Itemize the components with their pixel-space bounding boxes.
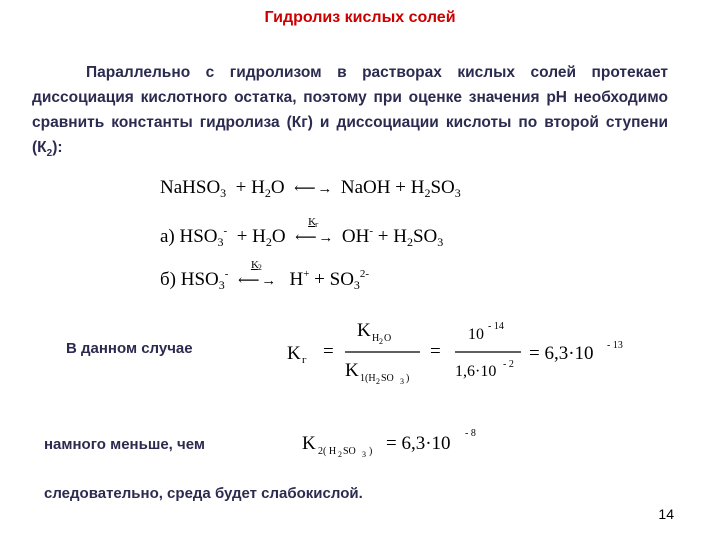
svg-text:10: 10 — [468, 326, 484, 343]
svg-text:- 14: - 14 — [488, 321, 504, 332]
svg-text:K: K — [287, 343, 301, 364]
equation-dissociation-step-b: б) $HSO_3^-$ $K_2$ ⟵ → $H^+ + SO_3^{2-}$ — [160, 259, 370, 292]
svg-text:3: 3 — [400, 377, 404, 386]
svg-text:): ) — [369, 446, 373, 457]
slide-title: Гидролиз кислых солей — [264, 9, 456, 26]
svg-text:SO: SO — [343, 446, 356, 457]
svg-text:- 13: - 13 — [607, 340, 623, 351]
svg-text:O: O — [384, 333, 392, 344]
svg-text:H: H — [372, 333, 380, 344]
equilibrium-arrow: ⟵ → — [294, 181, 332, 197]
svg-text:2: 2 — [379, 337, 383, 346]
svg-text:2: 2 — [338, 450, 342, 459]
dissociation-arrow: $K_2$ ⟵ → — [237, 259, 276, 289]
svg-text:г: г — [302, 354, 307, 366]
svg-text:= 6,3·10: = 6,3·10 — [529, 343, 594, 364]
svg-text:2: 2 — [376, 377, 380, 386]
intro-paragraph: Параллельно с гидролизом в растворах кислых солей протекает диссоциация кислотного остатка, поэтому при оценке значения рН необходимо сравнить константы гидролиза (Кг) и диссоциации кислоты по второй ступени $(К_2)$: — [32, 64, 668, 160]
svg-text:SO: SO — [381, 373, 394, 384]
equation-hydrolysis-step-a: а) $HSO_3^- + H_2O$ $K_г$ ⟵ → $OH^- + H_2SO_3$ — [160, 216, 444, 249]
svg-text:= 6,3·10: = 6,3·10 — [386, 433, 451, 454]
hydrolysis-arrow: $K_г$ ⟵ → — [295, 216, 333, 246]
svg-text:- 8: - 8 — [465, 428, 476, 439]
svg-text:K: K — [345, 360, 359, 381]
svg-text:1(H: 1(H — [360, 373, 376, 384]
svg-text:3: 3 — [362, 450, 366, 459]
page-number: 14 — [658, 506, 674, 522]
svg-text:- 2: - 2 — [503, 359, 514, 370]
case-label: В данном случае — [66, 340, 193, 357]
svg-text:=: = — [430, 341, 441, 362]
svg-text:): ) — [406, 373, 410, 384]
svg-text:1,6·10: 1,6·10 — [455, 363, 497, 380]
svg-text:=: = — [323, 341, 334, 362]
svg-text:K: K — [357, 320, 371, 341]
much-less-label: намного меньше, чем — [44, 436, 205, 453]
svg-text:K: K — [302, 433, 316, 454]
conclusion-text: следовательно, среда будет слабокислой. — [44, 485, 363, 502]
hydrolysis-constant-formula — [285, 312, 645, 392]
svg-text:2( H: 2( H — [318, 446, 337, 457]
equation-hydrolysis-overall: NaHSO$_3$ + $H_2O$ ⟵ → NaOH + $H_2SO_3$ — [160, 177, 461, 200]
acid-dissociation-constant-formula — [300, 418, 560, 468]
